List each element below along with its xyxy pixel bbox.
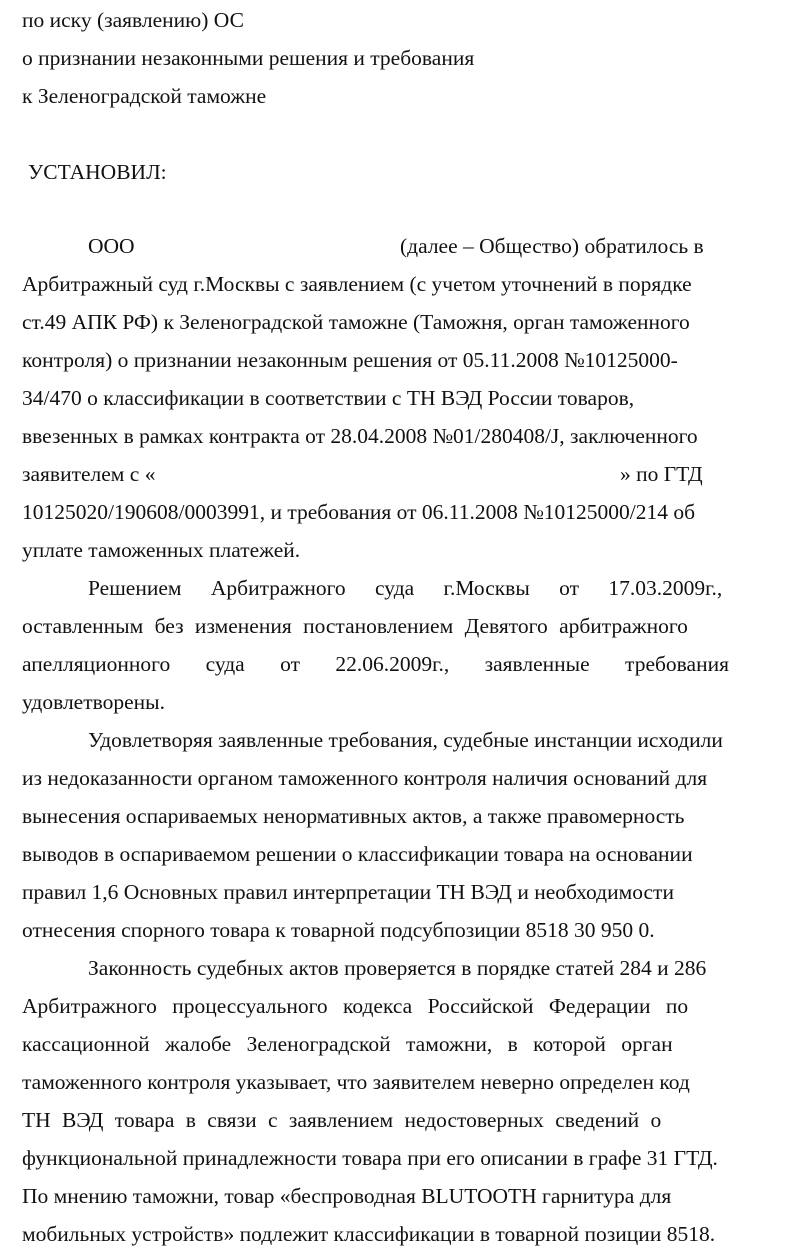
paragraph1-line1: (далее – Общество) обратилось в <box>400 234 704 258</box>
paragraph3-line6: отнесения спорного товара к товарной подсубпозиции 8518 30 950 0. <box>22 918 655 942</box>
paragraph1-line9: уплате таможенных платежей. <box>22 538 301 562</box>
paragraph1-line8: 10125020/190608/0003991, и требования от 06.11.2008 №10125000/214 об <box>22 500 696 524</box>
paragraph2-line2: оставленным без изменения постановлением Девятого арбитражного <box>22 614 688 638</box>
section-title: УСТАНОВИЛ: <box>28 160 167 184</box>
paragraph4-line2: Арбитражного процессуального кодекса Российской Федерации по <box>22 994 689 1018</box>
paragraph3-line2: из недоказанности органом таможенного контроля наличия оснований для <box>22 766 708 790</box>
paragraph1-line6: ввезенных в рамках контракта от 28.04.2008 №01/280408/J, заключенного <box>22 424 698 448</box>
header-line-1: по иску (заявлению) ОС <box>22 8 244 32</box>
paragraph1-line3: ст.49 АПК РФ) к Зеленоградской таможне (Таможня, орган таможенного <box>22 310 690 334</box>
paragraph4-line5: ТН ВЭД товара в связи с заявлением недостоверных сведений о <box>22 1108 662 1132</box>
header-line-3: к Зеленоградской таможне <box>22 84 267 108</box>
paragraph4-line8: мобильных устройств» подлежит классификации в товарной позиции 8518. <box>22 1222 716 1246</box>
paragraph1-line4: контроля) о признании незаконным решения от 05.11.2008 №10125000- <box>22 348 678 372</box>
header-line-2: о признании незаконными решения и требования <box>22 46 475 70</box>
paragraph1-line7-start: заявителем с « <box>22 462 156 486</box>
company-name-label: ООО <box>88 234 135 258</box>
paragraph3-line5: правил 1,6 Основных правил интерпретации ТН ВЭД и необходимости <box>22 880 674 904</box>
paragraph4-line4: таможенного контроля указывает, что заявителем неверно определен код <box>22 1070 690 1094</box>
paragraph4-line7: По мнению таможни, товар «беспроводная BLUTOOTH гарнитура для <box>22 1184 672 1208</box>
paragraph4-line1: Законность судебных актов проверяется в порядке статей 284 и 286 <box>88 956 707 980</box>
paragraph1-line5: 34/470 о классификации в соответствии с ТН ВЭД России товаров, <box>22 386 635 410</box>
paragraph4-line6: функциональной принадлежности товара при его описании в графе 31 ГТД. <box>22 1146 718 1170</box>
paragraph2-line4: удовлетворены. <box>22 690 165 714</box>
paragraph2-line3: апелляционного суда от 22.06.2009г., заявленные требования <box>22 652 729 676</box>
paragraph3-line4: выводов в оспариваемом решении о классификации товара на основании <box>22 842 693 866</box>
paragraph4-line3: кассационной жалобе Зеленоградской таможни, в которой орган <box>22 1032 673 1056</box>
paragraph1-line2: Арбитражный суд г.Москвы с заявлением (с учетом уточнений в порядке <box>22 272 692 296</box>
paragraph2-line1: Решением Арбитражного суда г.Москвы от 17.03.2009г., <box>88 576 723 600</box>
paragraph1-line7-end: » по ГТД <box>620 462 703 486</box>
paragraph3-line1: Удовлетворяя заявленные требования, судебные инстанции исходили <box>88 728 723 752</box>
paragraph3-line3: вынесения оспариваемых ненормативных актов, а также правомерность <box>22 804 685 828</box>
